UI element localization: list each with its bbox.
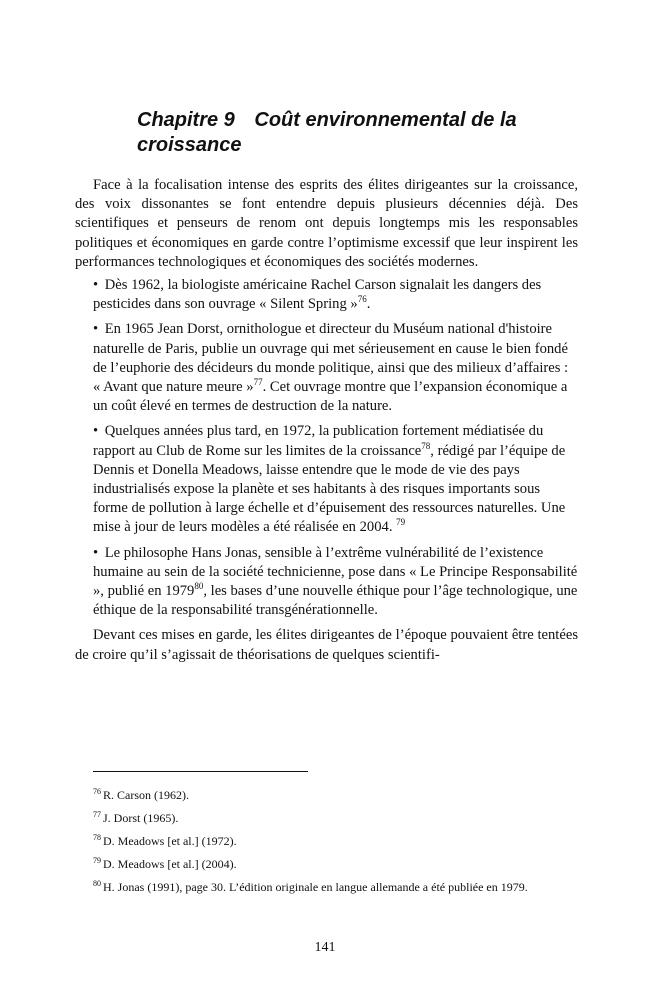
bullet-list — [75, 276, 578, 620]
bullet-marker: • — [93, 321, 99, 338]
bullet-item-dorst: • En 1965 Jean Dorst, ornithologue et directeur du Muséum national d'histoire naturelle de Paris, publie un ouvrage qui met sérieusement en cause le bien fondé de l’euphorie des décideurs du monde politique, ainsi que des milieux d’affaires : « Avant que nature meure »$^{77}$. Cet ouvrage montre que l’expansion économique a un coût élevé en termes de destruction de la nature. — [93, 321, 569, 415]
footnote-79: $^{79}$ D. Meadows [et al.] (2004). — [93, 856, 237, 871]
footnote-ref[interactable]: 78 — [421, 440, 431, 451]
chapter-number: Chapitre 9 — [137, 109, 235, 131]
footnote-80: $^{80}$ H. Jonas (1991), page 30. L’édition originale en langue allemande a été publiée en 1979. — [93, 879, 528, 894]
footnote-ref[interactable]: 79 — [396, 517, 406, 528]
bullet-marker: • — [93, 544, 99, 561]
footnote-78: $^{78}$ D. Meadows [et al.] (1972). — [93, 833, 237, 848]
chapter-title: Coût environnemental de la croissance — [137, 109, 517, 156]
footnote-ref[interactable]: 80 — [194, 581, 204, 592]
intro-paragraph: Face à la focalisation intense des esprits des élites dirigeantes sur la croissance, des voix dissonantes se font entendre depuis plusieurs décennies déjà. Des scientifiques et penseurs de renom ont depuis longtemps mis les responsables politiques et économiques en garde contre l’optimisme excessif que leur inspirent les performances technologiques et économiques des sociétés modernes. — [75, 177, 578, 270]
bullet-marker: • — [93, 277, 99, 294]
footnote-77: $^{77}$ J. Dorst (1965). — [93, 810, 179, 825]
footnotes — [75, 788, 578, 903]
bullet-marker: • — [93, 423, 99, 440]
bullet-item-meadows: • Quelques années plus tard, en 1972, la publication fortement médiatisée du rapport au Club de Rome sur les limites de la croissance$^{78}$, rédigé par l’équipe de Dennis et Donella Meadows, laisse entendre que le mode de vie des pays industrialisés expose la planète et ses habitants à des risques importants sous forme de pollution à large échelle et d’épuisement des ressources naturelles. Une mise à jour de leurs modèles a été réalisée en 2004. $^{79}$ — [93, 423, 566, 536]
footnote-ref[interactable]: 76 — [357, 294, 367, 305]
bullet-item-jonas: • Le philosophe Hans Jonas, sensible à l’extrême vulnérabilité de l’existence humaine au sein de la société technicienne, pose dans « Le Principe Responsabilité », publié en 1979$^{80}$, les bases d’une nouvelle éthique pour l’âge technologique, une éthique de la responsabilité transgénérationnelle. — [93, 544, 578, 619]
body-text — [75, 176, 578, 665]
page-number: 141 — [314, 940, 336, 955]
footnote-76: $^{76}$ R. Carson (1962). — [93, 787, 189, 802]
closing-paragraph: Devant ces mises en garde, les élites dirigeantes de l’époque pouvaient être tentées de croire qu’il s’agissait de théorisations de quelques scientifi- — [75, 627, 578, 663]
footnote-ref[interactable]: 77 — [253, 377, 263, 388]
footnote-separator — [93, 771, 308, 772]
chapter-heading — [137, 108, 557, 158]
bullet-item-carson: • Dès 1962, la biologiste américaine Rachel Carson signalait les dangers des pesticides dans son ouvrage « Silent Spring »$^{76}$. — [93, 277, 542, 313]
